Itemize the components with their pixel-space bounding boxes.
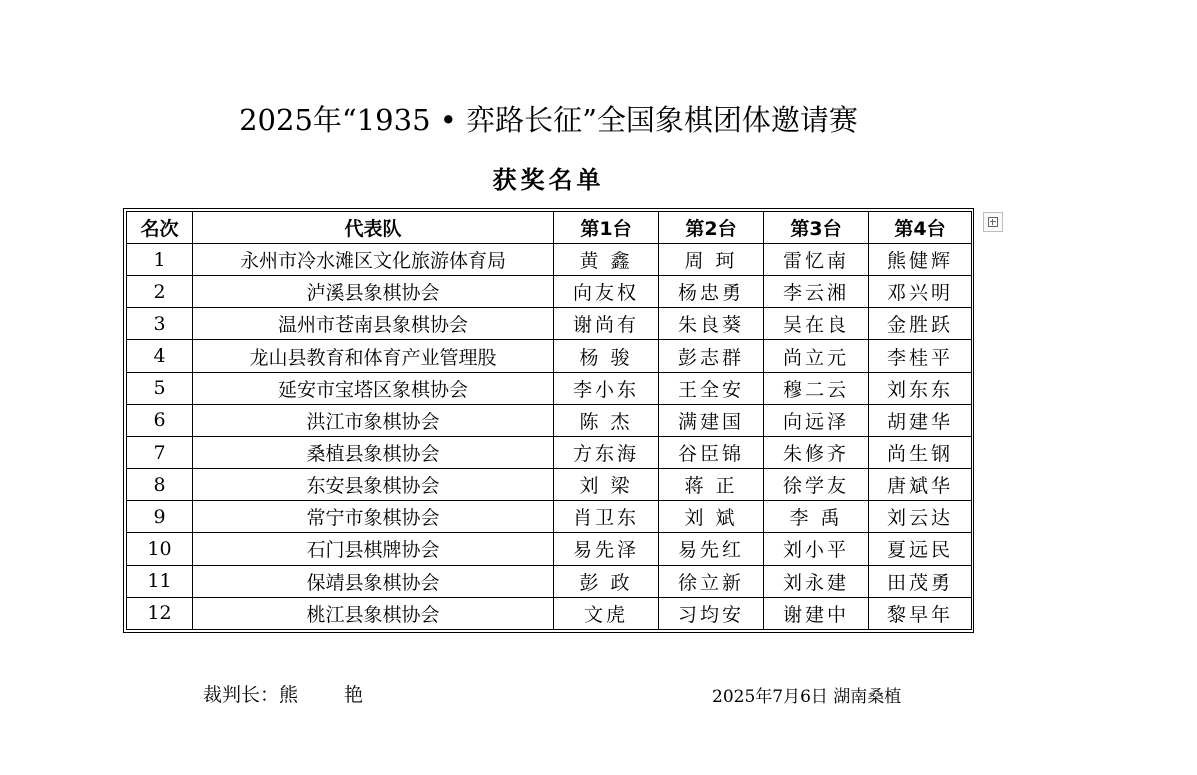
header-board-2: 第2台 (659, 212, 764, 244)
header-board-4: 第4台 (869, 212, 972, 244)
header-team: 代表队 (193, 212, 554, 244)
table-row (127, 340, 972, 372)
team-cell: 永州市冷水滩区文化旅游体育局 (193, 244, 554, 276)
rank-cell: 11 (127, 565, 193, 597)
player-cell: 刘小平 (764, 533, 869, 565)
player-cell: 尚生钢 (869, 436, 972, 468)
team-cell: 延安市宝塔区象棋协会 (193, 372, 554, 404)
player-cell: 谢尚有 (554, 308, 659, 340)
chief-referee-label: 裁判长： (203, 684, 280, 706)
table-select-icon[interactable] (983, 212, 1003, 232)
player-cell: 李 禹 (764, 501, 869, 533)
table-grid-glyph (988, 217, 998, 227)
table-row (127, 533, 972, 565)
table-row (127, 436, 972, 468)
player-cell: 文虎 (554, 597, 659, 629)
player-cell: 熊健辉 (869, 244, 972, 276)
table-row (127, 308, 972, 340)
team-cell: 东安县象棋协会 (193, 469, 554, 501)
chief-referee-name: 熊 艳 (279, 684, 384, 706)
rank-cell: 1 (127, 244, 193, 276)
player-cell: 易先红 (659, 533, 764, 565)
rank-cell: 2 (127, 276, 193, 308)
player-cell: 胡建华 (869, 404, 972, 436)
player-cell: 李云湘 (764, 276, 869, 308)
team-cell: 保靖县象棋协会 (193, 565, 554, 597)
rank-cell: 12 (127, 597, 193, 629)
player-cell: 蒋 正 (659, 469, 764, 501)
rank-cell: 6 (127, 404, 193, 436)
player-cell: 习均安 (659, 597, 764, 629)
player-cell: 朱良葵 (659, 308, 764, 340)
player-cell: 雷忆南 (764, 244, 869, 276)
player-cell: 徐立新 (659, 565, 764, 597)
rank-cell: 4 (127, 340, 193, 372)
player-cell: 周 珂 (659, 244, 764, 276)
team-cell: 常宁市象棋协会 (193, 501, 554, 533)
player-cell: 田茂勇 (869, 565, 972, 597)
player-cell: 方东海 (554, 436, 659, 468)
header-board-3: 第3台 (764, 212, 869, 244)
player-cell: 李桂平 (869, 340, 972, 372)
player-cell: 黎早年 (869, 597, 972, 629)
team-cell: 石门县棋牌协会 (193, 533, 554, 565)
table-row (127, 565, 972, 597)
table-row (127, 244, 972, 276)
player-cell: 肖卫东 (554, 501, 659, 533)
team-cell: 桑植县象棋协会 (193, 436, 554, 468)
player-cell: 向远泽 (764, 404, 869, 436)
player-cell: 穆二云 (764, 372, 869, 404)
player-cell: 刘 梁 (554, 469, 659, 501)
player-cell: 向友权 (554, 276, 659, 308)
header-board-1: 第1台 (554, 212, 659, 244)
table-header-row (127, 212, 972, 244)
player-cell: 刘 斌 (659, 501, 764, 533)
document-subtitle: 获奖名单 (492, 165, 605, 194)
date-place: 2025年7月6日 湖南桑植 (712, 687, 902, 707)
table-row (127, 501, 972, 533)
results-table-frame (123, 208, 974, 633)
team-cell: 桃江县象棋协会 (193, 597, 554, 629)
table-row (127, 276, 972, 308)
results-table (126, 211, 972, 630)
player-cell: 王全安 (659, 372, 764, 404)
team-cell: 洪江市象棋协会 (193, 404, 554, 436)
table-row (127, 597, 972, 629)
player-cell: 陈 杰 (554, 404, 659, 436)
team-cell: 泸溪县象棋协会 (193, 276, 554, 308)
document-title: 2025年“1935 • 弈路长征”全国象棋团体邀请赛 (239, 103, 858, 137)
team-cell: 龙山县教育和体育产业管理股 (193, 340, 554, 372)
player-cell: 唐斌华 (869, 469, 972, 501)
player-cell: 夏远民 (869, 533, 972, 565)
player-cell: 谷臣锦 (659, 436, 764, 468)
player-cell: 杨忠勇 (659, 276, 764, 308)
team-cell: 温州市苍南县象棋协会 (193, 308, 554, 340)
rank-cell: 3 (127, 308, 193, 340)
player-cell: 易先泽 (554, 533, 659, 565)
player-cell: 刘云达 (869, 501, 972, 533)
player-cell: 朱修齐 (764, 436, 869, 468)
player-cell: 满建国 (659, 404, 764, 436)
player-cell: 刘永建 (764, 565, 869, 597)
table-row (127, 372, 972, 404)
player-cell: 彭 政 (554, 565, 659, 597)
player-cell: 金胜跃 (869, 308, 972, 340)
player-cell: 谢建中 (764, 597, 869, 629)
player-cell: 尚立元 (764, 340, 869, 372)
rank-cell: 5 (127, 372, 193, 404)
rank-cell: 9 (127, 501, 193, 533)
table-row (127, 404, 972, 436)
player-cell: 李小东 (554, 372, 659, 404)
player-cell: 邓兴明 (869, 276, 972, 308)
rank-cell: 7 (127, 436, 193, 468)
player-cell: 黄 鑫 (554, 244, 659, 276)
player-cell: 刘东东 (869, 372, 972, 404)
player-cell: 徐学友 (764, 469, 869, 501)
rank-cell: 8 (127, 469, 193, 501)
table-row (127, 469, 972, 501)
chief-referee (203, 680, 383, 707)
player-cell: 彭志群 (659, 340, 764, 372)
header-rank: 名次 (127, 212, 193, 244)
player-cell: 杨 骏 (554, 340, 659, 372)
player-cell: 吴在良 (764, 308, 869, 340)
rank-cell: 10 (127, 533, 193, 565)
